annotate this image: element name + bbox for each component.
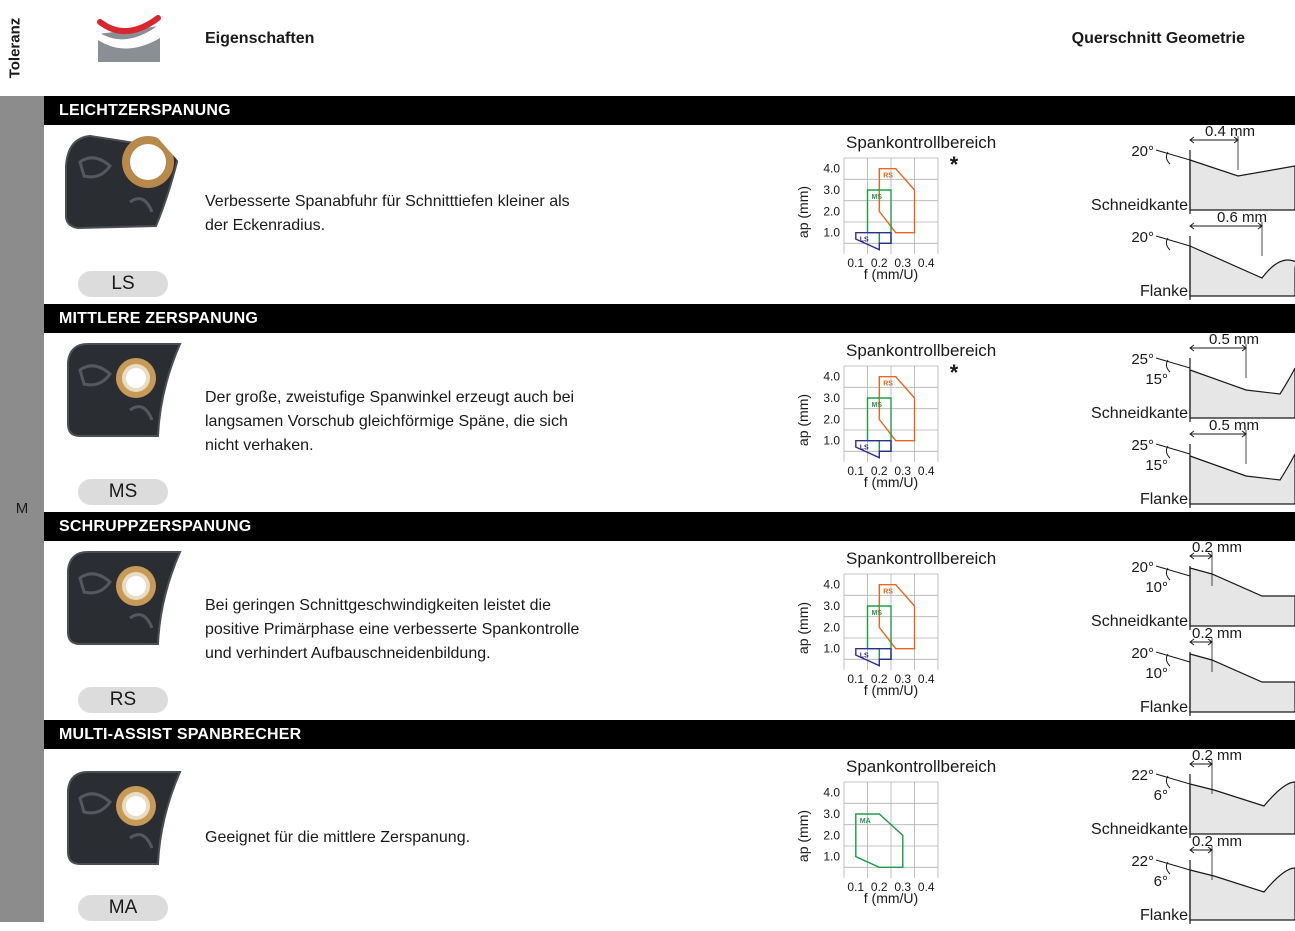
description-line: Bei geringen Schnittgeschwindigkeiten leistet die: [205, 597, 551, 614]
description-line: Der große, zweistufige Spanwinkel erzeugt auch bei: [205, 389, 575, 406]
flanke-label: Flanke: [1139, 283, 1188, 300]
top-cross-section-profile: [1190, 568, 1295, 626]
series-ms-label: MS: [871, 402, 882, 409]
y-axis-label: ap (mm): [795, 809, 811, 863]
x-tick-label: 0.1: [847, 672, 865, 686]
x-tick-label: 0.4: [917, 880, 935, 894]
schneidkante-label: Schneidkante: [1091, 821, 1188, 838]
x-tick-label: 0.2: [870, 256, 888, 270]
y-tick-label: 1.0: [823, 849, 840, 864]
x-tick-label: 0.3: [894, 880, 912, 894]
insert-image: [60, 548, 188, 648]
section-ls: [44, 96, 1295, 304]
description-line: und verhindert Aufbauschneidenbildung.: [205, 645, 491, 662]
cross-section-geometry: [1018, 747, 1295, 926]
bottom-angle-label: 22°: [1131, 853, 1154, 870]
x-tick-label: 0.2: [870, 880, 888, 894]
y-tick-label: 3.0: [823, 391, 840, 405]
star-footnote: *: [949, 152, 959, 177]
top-angle-label: 22°: [1131, 767, 1154, 784]
flanke-label: Flanke: [1139, 699, 1188, 716]
top-secondary-angle-label: 10°: [1145, 579, 1168, 596]
querschnitt-header: Querschnitt Geometrie: [1071, 30, 1245, 47]
x-tick-label: 0.4: [917, 672, 935, 686]
series-ls-label: LS: [859, 652, 869, 660]
top-secondary-angle-label: 15°: [1145, 371, 1168, 388]
toleranz-label: Toleranz: [6, 17, 24, 79]
top-cross-section-profile: [1190, 160, 1295, 210]
bottom-dimension-label: 0.2 mm: [1191, 833, 1243, 850]
description-line: langsamen Vorschub gleichförmige Späne, die sich: [205, 413, 568, 430]
series-ms-label: MS: [871, 194, 882, 201]
x-tick-label: 0.2: [870, 464, 888, 478]
top-cross-section-profile: [1190, 782, 1295, 834]
y-tick-label: 4.0: [823, 577, 840, 592]
series-rs-label: RS: [883, 172, 893, 180]
series-ma-label: MA: [859, 818, 871, 825]
description-line: positive Primärphase eine verbesserte Spankontrolle: [205, 621, 580, 638]
top-angle-label: 20°: [1131, 143, 1154, 160]
y-tick-label: 4.0: [823, 369, 840, 384]
chart-grid: [844, 782, 938, 878]
x-tick-label: 0.1: [847, 256, 865, 270]
series-ls-label: LS: [859, 444, 869, 452]
top-secondary-angle-label: 6°: [1153, 787, 1168, 804]
section-ma: [44, 720, 1295, 928]
chart-title: Spankontrollbereich: [846, 549, 997, 568]
bottom-cross-section-profile: [1190, 454, 1295, 504]
schneidkante-label: Schneidkante: [1091, 613, 1188, 630]
y-tick-label: 2.0: [823, 204, 840, 219]
description-line: Geeignet für die mittlere Zerspanung.: [205, 829, 471, 846]
flanke-label: Flanke: [1139, 907, 1188, 924]
description-line: nicht verhaken.: [205, 437, 314, 454]
x-tick-label: 0.3: [894, 256, 912, 270]
bottom-angle-label: 20°: [1131, 229, 1154, 246]
toleranz-header: [4, 8, 26, 88]
insert-image: [60, 768, 188, 868]
bottom-dimension-label: 0.5 mm: [1208, 417, 1260, 434]
top-angle-label: 25°: [1131, 351, 1154, 368]
description: [205, 594, 725, 666]
series-rs-label: RS: [883, 380, 893, 388]
chart-title: Spankontrollbereich: [846, 757, 997, 776]
section-title-bar: MITTLERE ZERSPANUNG: [44, 304, 1295, 333]
section-title-bar: LEICHTZERSPANUNG: [44, 96, 1295, 125]
y-tick-label: 2.0: [823, 412, 840, 427]
x-tick-label: 0.4: [917, 256, 935, 270]
series-ls-label: LS: [859, 236, 869, 244]
top-cross-section-profile: [1190, 368, 1295, 418]
series-ms-label: MS: [871, 610, 882, 617]
top-angle-label: 20°: [1131, 559, 1154, 576]
x-tick-label: 0.1: [847, 880, 865, 894]
y-tick-label: 4.0: [823, 785, 840, 800]
bottom-dimension-label: 0.2 mm: [1191, 625, 1243, 642]
y-tick-label: 1.0: [823, 225, 840, 240]
y-axis-label: ap (mm): [795, 185, 811, 239]
x-tick-label: 0.2: [870, 672, 888, 686]
bottom-angle-label: 25°: [1131, 437, 1154, 454]
chart-title: Spankontrollbereich: [846, 133, 997, 152]
chip-control-chart: [778, 756, 997, 906]
y-tick-label: 3.0: [823, 807, 840, 821]
bottom-angle-label: 20°: [1131, 645, 1154, 662]
chipbreaker-code-badge: LS: [78, 271, 168, 297]
series-rs-label: RS: [883, 588, 893, 596]
bottom-dimension-label: 0.6 mm: [1216, 209, 1268, 226]
description-line: Verbesserte Spanabfuhr für Schnitttiefen kleiner als: [205, 193, 570, 210]
x-tick-label: 0.1: [847, 464, 865, 478]
y-tick-label: 1.0: [823, 433, 840, 448]
x-tick-label: 0.3: [894, 672, 912, 686]
chip-control-chart: [778, 340, 997, 490]
tolerance-class-label: M: [15, 500, 29, 517]
chipbreaker-code-badge: RS: [78, 687, 168, 713]
description: [205, 190, 725, 238]
brand-logo: [96, 14, 162, 64]
eigenschaften-header: Eigenschaften: [205, 30, 315, 47]
chart-title: Spankontrollbereich: [846, 341, 997, 360]
chipbreaker-code-badge: MA: [78, 895, 168, 921]
bottom-secondary-angle-label: 6°: [1153, 873, 1168, 890]
x-axis-label: f (mm/U): [863, 890, 919, 906]
x-tick-label: 0.4: [917, 464, 935, 478]
y-tick-label: 4.0: [823, 161, 840, 176]
section-rs: [44, 512, 1295, 720]
cross-section-geometry: [1018, 123, 1295, 302]
bottom-secondary-angle-label: 15°: [1145, 457, 1168, 474]
top-dimension-label: 0.2 mm: [1191, 539, 1243, 556]
bottom-secondary-angle-label: 10°: [1145, 665, 1168, 682]
y-tick-label: 1.0: [823, 641, 840, 656]
insert-image: [60, 132, 188, 232]
y-tick-label: 2.0: [823, 620, 840, 635]
cross-section-geometry: [1018, 539, 1295, 718]
chip-control-chart: [778, 132, 997, 282]
y-tick-label: 2.0: [823, 828, 840, 843]
y-axis-label: ap (mm): [795, 601, 811, 655]
x-axis-label: f (mm/U): [863, 266, 919, 282]
schneidkante-label: Schneidkante: [1091, 197, 1188, 214]
description-line: der Eckenradius.: [205, 217, 326, 234]
top-dimension-label: 0.2 mm: [1191, 747, 1243, 764]
chipbreaker-code-badge: MS: [78, 479, 168, 505]
insert-image: [60, 340, 188, 440]
bottom-cross-section-profile: [1190, 246, 1295, 296]
section-title-bar: SCHRUPPZERSPANUNG: [44, 512, 1295, 541]
schneidkante-label: Schneidkante: [1091, 405, 1188, 422]
x-axis-label: f (mm/U): [863, 474, 919, 490]
chip-control-chart: [778, 548, 997, 698]
section-title-bar: MULTI-ASSIST SPANBRECHER: [44, 720, 1295, 749]
y-tick-label: 3.0: [823, 599, 840, 613]
y-tick-label: 3.0: [823, 183, 840, 197]
x-axis-label: f (mm/U): [863, 682, 919, 698]
description: [205, 826, 725, 850]
x-tick-label: 0.3: [894, 464, 912, 478]
y-axis-label: ap (mm): [795, 393, 811, 447]
description: [205, 386, 725, 458]
section-ms: [44, 304, 1295, 512]
flanke-label: Flanke: [1139, 491, 1188, 508]
cross-section-geometry: [1018, 331, 1295, 510]
top-dimension-label: 0.5 mm: [1208, 331, 1260, 348]
bottom-cross-section-profile: [1190, 868, 1295, 920]
star-footnote: *: [949, 360, 959, 385]
top-dimension-label: 0.4 mm: [1204, 123, 1256, 140]
bottom-cross-section-profile: [1190, 654, 1295, 712]
